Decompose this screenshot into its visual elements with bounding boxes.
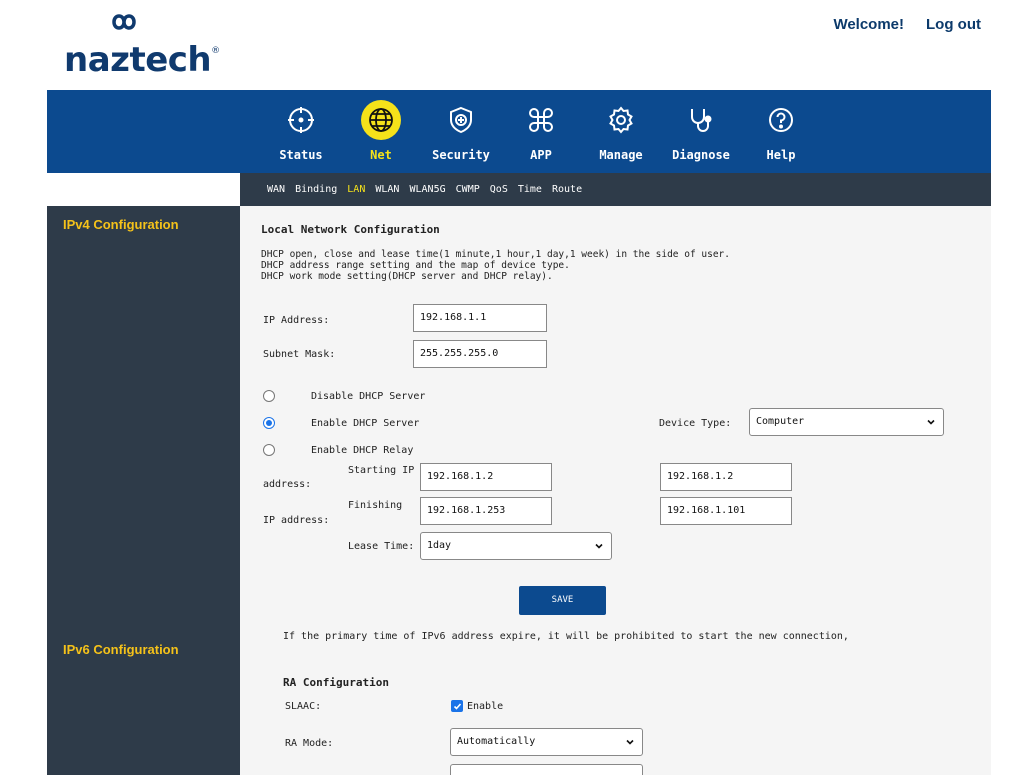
nav-app-label: APP [530,148,552,162]
subnav-lan[interactable]: LAN [347,184,366,195]
nav-help[interactable] [741,98,821,168]
chevron-down-icon [595,542,603,550]
logout-link[interactable]: Log out [926,16,981,33]
crosshair-icon [281,100,321,140]
device-type-value: Computer [756,416,805,427]
starting-ip-label: Starting IP [348,465,415,476]
starting-ip-input[interactable]: 192.168.1.2 [420,463,552,491]
nav-net[interactable] [341,98,421,168]
sidebar-item-ipv4[interactable]: IPv4 Configuration [63,217,179,232]
nav-security[interactable] [421,98,501,168]
nav-app[interactable] [501,98,581,168]
shield-plus-icon [441,100,481,140]
nav-manage[interactable] [581,98,661,168]
ip-address-label: IP Address: [263,315,330,326]
lease-time-value: 1day [427,540,452,551]
finishing-ip-label-cont: IP address: [263,515,330,526]
starting-ip-label-cont: address: [263,479,312,490]
ipv6-next-select[interactable] [450,764,643,775]
enable-dhcp-radio[interactable] [263,417,275,429]
nav-security-label: Security [432,148,490,162]
stethoscope-icon [681,100,721,140]
slaac-enable-label: Enable [467,701,504,712]
starting-ip-map-input[interactable]: 192.168.1.2 [660,463,792,491]
lease-time-select[interactable] [420,532,612,560]
ipv6-note: If the primary time of IPv6 address expire, it will be prohibited to start the new connection, [283,631,849,642]
nav-manage-label: Manage [599,148,643,162]
subnav-route[interactable]: Route [552,184,583,195]
finishing-ip-input[interactable]: 192.168.1.253 [420,497,552,525]
main-nav [47,90,991,173]
finishing-ip-map-input[interactable]: 192.168.1.101 [660,497,792,525]
infinity-logo-icon [104,8,144,36]
disable-dhcp-label: Disable DHCP Server [311,391,426,402]
welcome-link[interactable]: Welcome! [833,16,905,33]
nav-net-label: Net [370,148,392,162]
subnav-wlan[interactable]: WLAN [375,184,400,195]
lan-desc-2: DHCP address range setting and the map of device type. [261,260,570,271]
enable-relay-radio[interactable] [263,444,275,456]
chevron-down-icon [626,738,634,746]
sidebar [47,206,240,775]
check-icon [453,702,462,711]
enable-relay-label: Enable DHCP Relay [311,445,414,456]
slaac-label: SLAAC: [285,701,322,712]
disable-dhcp-radio[interactable] [263,390,275,402]
ip-address-input[interactable]: 192.168.1.1 [413,304,547,332]
ra-config-title: RA Configuration [283,676,389,689]
lan-section-title: Local Network Configuration [261,223,440,236]
top-links [833,16,981,33]
sidebar-item-ipv6[interactable]: IPv6 Configuration [63,642,179,657]
ra-mode-select[interactable] [450,728,643,756]
device-type-select[interactable] [749,408,944,436]
nav-diagnose[interactable] [661,98,741,168]
ra-mode-value: Automatically [457,736,536,747]
finishing-ip-label: Finishing [348,500,403,511]
lan-desc-1: DHCP open, close and lease time(1 minute,1 hour,1 day,1 week) in the side of user. [261,249,730,260]
brand-logo [64,8,234,78]
slaac-checkbox[interactable] [451,700,463,712]
lan-desc-3: DHCP work mode setting(DHCP server and DHCP relay). [261,271,553,282]
nav-help-label: Help [766,148,796,162]
enable-dhcp-label: Enable DHCP Server [311,418,420,429]
ra-mode-label: RA Mode: [285,738,334,749]
subnet-mask-input[interactable]: 255.255.255.0 [413,340,547,368]
save-button[interactable]: SAVE [519,586,606,615]
sub-nav [240,173,991,206]
subnav-qos[interactable]: QoS [489,184,508,195]
lease-time-label: Lease Time: [348,541,415,552]
chevron-down-icon [927,418,935,426]
help-icon [761,100,801,140]
subnav-cwmp[interactable]: CWMP [455,184,480,195]
subnav-wan[interactable]: WAN [267,184,286,195]
gear-icon [601,100,641,140]
device-type-label: Device Type: [659,418,732,429]
nav-diagnose-label: Diagnose [672,148,730,162]
main-content [240,206,991,775]
command-icon [521,100,561,140]
nav-status-label: Status [279,148,323,162]
nav-status[interactable] [261,98,341,168]
subnav-wlan5g[interactable]: WLAN5G [409,184,446,195]
subnav-binding[interactable]: Binding [295,184,338,195]
subnet-mask-label: Subnet Mask: [263,349,336,360]
globe-icon [361,100,401,140]
subnav-time[interactable]: Time [517,184,542,195]
brand-name: naztech® [64,40,220,80]
